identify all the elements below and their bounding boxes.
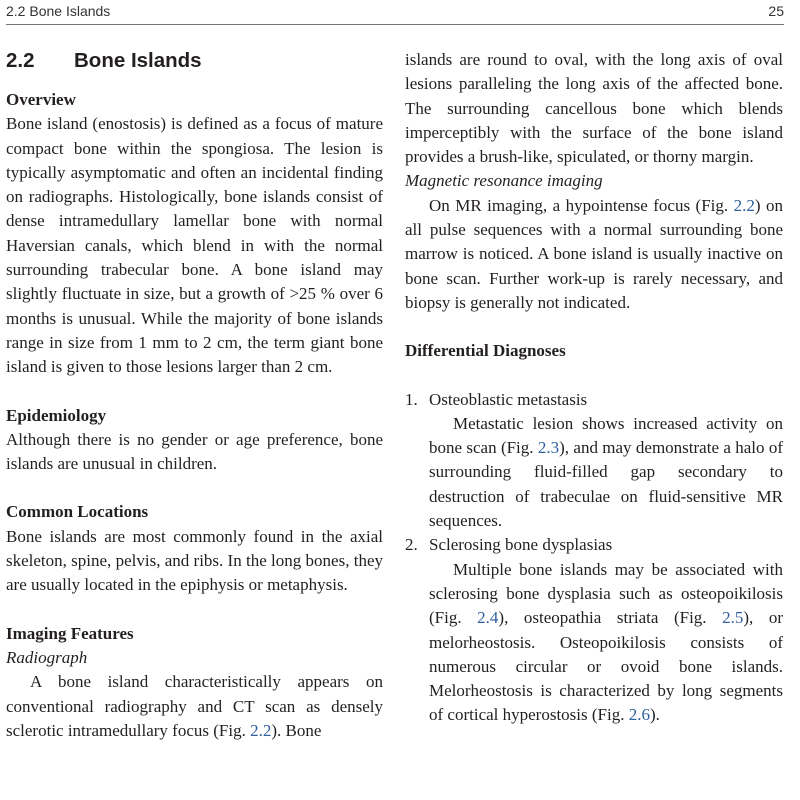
imaging-features-heading: Imaging Features bbox=[6, 623, 134, 643]
section-title: Bone Islands bbox=[74, 49, 202, 72]
radiograph-paragraph-tail: islands are round to oval, with the long axis of oval lesions paralleling the long axis of the affected bone. The surrounding cancellous bone which blends imperceptibly with the surface of the bone island provides a brush-like, spiculated, or thorny margin. bbox=[405, 50, 783, 167]
item-1-paragraph: Metastatic lesion shows increased activity on bone scan (Fig. 2.3), and may demonstrate a halo of surrounding fluid-filled gap secondary to destruction of trabeculae on fluid-sensitive MR sequences. bbox=[429, 413, 783, 531]
mri-paragraph: On MR imaging, a hypointense focus (Fig. 2.2) on all pulse sequences with a normal surrounding bone marrow is noticed. A bone island is usually inactive on bone scan. Further work-up is rarely necessary, and biopsy is generally not indicated. bbox=[405, 195, 783, 312]
figure-link-2-6[interactable]: 2.6 bbox=[628, 705, 650, 725]
item-2-number: 2. bbox=[405, 535, 418, 555]
figure-link-2-3[interactable]: 2.3 bbox=[537, 438, 560, 458]
differential-item-2 bbox=[405, 533, 783, 727]
radiograph-paragraph: A bone island characteristically appears on conventional radiography and CT scan as densely sclerotic intramedullary focus (Fig. 2.2). Bone bbox=[6, 672, 383, 740]
right-column bbox=[405, 48, 783, 728]
radiograph-paragraph-continued: ). Bone bbox=[271, 720, 322, 740]
overview-heading: Overview bbox=[6, 90, 76, 109]
differential-heading: Differential Diagnoses bbox=[405, 341, 566, 361]
epidemiology-heading: Epidemiology bbox=[6, 405, 107, 425]
running-header-section: 2.2 Bone Islands bbox=[6, 3, 111, 19]
item-2-paragraph: Multiple bone islands may be associated with sclerosing bone dysplasia such as osteopoikilosis (Fig. 2.4), osteopathia striata (Fig. 2.5), or melorheostosis. Osteopoikilosis consists of numerous circular or ovoid bone islands. Melorheostosis is characterized by long segments of cortical hyperostosis (Fig. 2.6). bbox=[429, 559, 783, 725]
overview-paragraph: Bone island (enostosis) is defined as a focus of mature compact bone within the spongiosa. The lesion is typically asymptomatic and often an incidental finding on radiographs. Histologically, bone islands consist of dense intramedullary lamellar bone with normal Haversian canals, which blend in with the normal surrounding trabecular bone. A bone island may slightly fluctuate in size, but a growth of >25 % over 6 months is unusual. While the majority of bone islands range in size from 1 mm to 2 cm, the term giant bone island is given to those lesions larger than 2 cm. bbox=[6, 114, 383, 377]
figure-link-2-5[interactable]: 2.5 bbox=[722, 608, 744, 628]
epidemiology-paragraph: Although there is no gender or age preference, bone islands are unusual in children. bbox=[6, 429, 383, 474]
running-header bbox=[6, 0, 784, 25]
radiograph-subheading: Radiograph bbox=[6, 647, 88, 667]
section-number: 2.2 bbox=[6, 49, 35, 72]
common-locations-heading: Common Locations bbox=[6, 502, 149, 522]
figure-link-2-2[interactable]: 2.2 bbox=[250, 720, 272, 740]
figure-link-2-4[interactable]: 2.4 bbox=[477, 608, 499, 628]
item-2-title: Sclerosing bone dysplasias bbox=[429, 535, 613, 555]
item-1-title: Osteoblastic metastasis bbox=[429, 389, 588, 409]
item-1-number: 1. bbox=[405, 389, 418, 409]
differential-item-1 bbox=[405, 388, 783, 534]
common-locations-paragraph: Bone islands are most commonly found in the axial skeleton, spine, pelvis, and ribs. In the long bones, they are usually located in the epiphysis or metaphysis. bbox=[6, 526, 383, 595]
page-number: 25 bbox=[768, 3, 784, 19]
left-column bbox=[6, 48, 383, 743]
figure-link-2-2-mri[interactable]: 2.2 bbox=[733, 195, 755, 215]
mri-subheading: Magnetic resonance imaging bbox=[405, 171, 603, 191]
section-heading bbox=[6, 48, 383, 74]
